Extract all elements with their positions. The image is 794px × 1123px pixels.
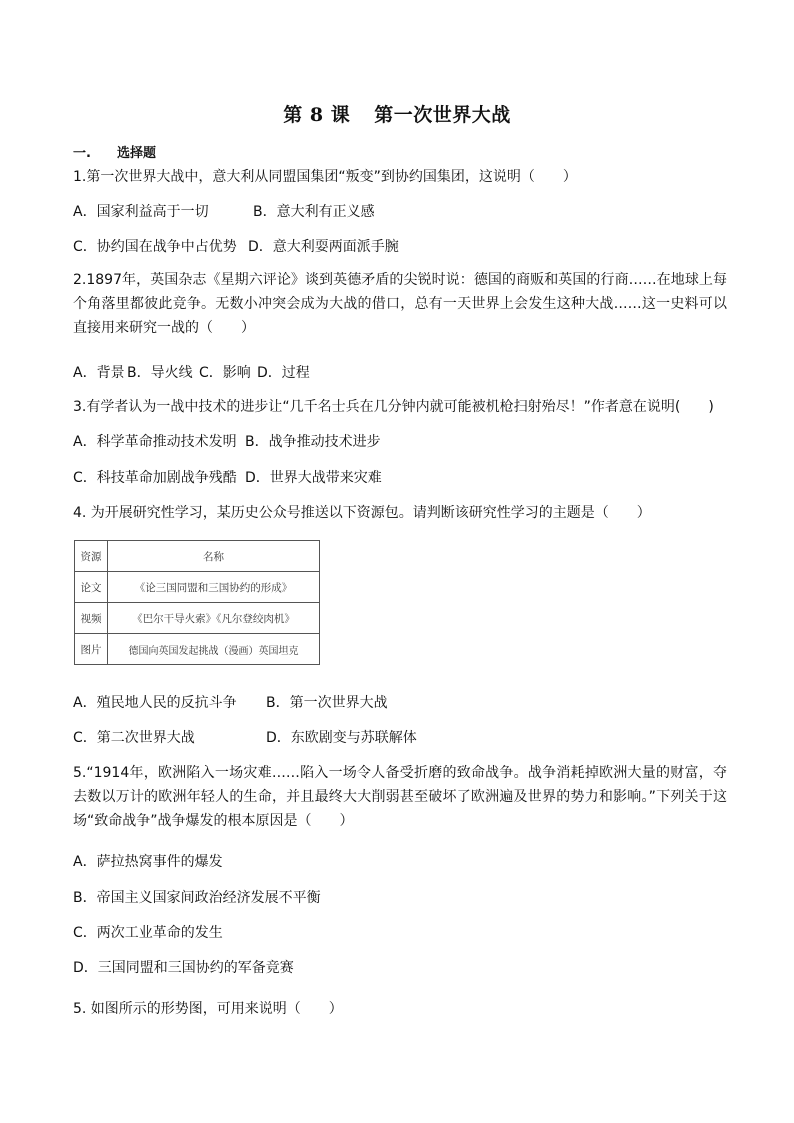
question-4-option-d: D．东欧剧变与苏联解体 <box>266 730 417 746</box>
lesson-topic: 第一次世界大战 <box>374 104 511 126</box>
question-2-option-d: D．过程 <box>257 365 310 381</box>
page-title <box>0 100 794 127</box>
table-cell: 德国向英国发起挑战（漫画）英国坦克 <box>108 634 320 665</box>
question-1-options-row-2 <box>73 238 399 256</box>
table-row <box>75 572 320 603</box>
question-6-stem: 5. 如图所示的形势图，可用来说明（ ） <box>73 1001 343 1017</box>
question-5-option-d: D．三国同盟和三国协约的军备竞赛 <box>73 960 294 976</box>
question-4-option-c: C．第二次世界大战 <box>73 730 195 746</box>
table-row <box>75 634 320 665</box>
table-cell: 《巴尔干导火索》《凡尔登绞肉机》 <box>108 603 320 634</box>
question-1-option-a: A．国家利益高于一切 <box>73 204 209 220</box>
question-1-option-b: B．意大利有正义感 <box>253 204 375 220</box>
table-cell: 视频 <box>75 603 108 634</box>
question-5-stem: 5.“1914年，欧洲陷入一场灾难……陷入一场令人备受折磨的致命战争。战争消耗掉欧洲大量的财富，夺去数以万计的欧洲年轻人的生命，并且最终大大削弱甚至破坏了欧洲遍及世界的势力和影响。”下列关于这场“致命战争”战争爆发的根本原因是（ ） <box>73 765 727 829</box>
question-1-options-row-1 <box>73 203 375 221</box>
table-cell: 《论三国同盟和三国协约的形成》 <box>108 572 320 603</box>
section-number: 一. <box>73 146 91 161</box>
resource-table <box>74 540 320 665</box>
question-1-stem: 1.第一次世界大战中，意大利从同盟国集团“叛变”到协约国集团，这说明（ ） <box>73 169 577 185</box>
question-2-option-b: B．导火线 <box>127 365 193 381</box>
question-4-option-b: B．第一次世界大战 <box>266 695 388 711</box>
table-header-cell: 名称 <box>108 541 320 572</box>
question-3-option-a: A．科学革命推动技术发明 <box>73 434 237 450</box>
question-2-option-c: C．影响 <box>199 365 251 381</box>
table-header-cell: 资源 <box>75 541 108 572</box>
question-3-option-c: C．科技革命加剧战争残酷 <box>73 470 237 486</box>
question-5-option-b: B．帝国主义国家间政治经济发展不平衡 <box>73 890 321 906</box>
question-3-stem: 3.有学者认为一战中技术的进步让“几千名士兵在几分钟内就可能被机枪扫射殆尽！”作者意在说明( ) <box>73 399 714 415</box>
question-2-stem: 2.1897年，英国杂志《星期六评论》谈到英德矛盾的尖锐时说：德国的商贩和英国的行商……在地球上每个角落里都彼此竞争。无数小冲突会成为大战的借口，总有一天世界上会发生这种大战……这一史料可以直接用来研究一战的（ ） <box>73 272 727 336</box>
question-2-option-a: A．背景 <box>73 365 125 381</box>
question-3-options-row-1 <box>73 433 381 451</box>
question-5-option-c: C．两次工业革命的发生 <box>73 925 223 941</box>
question-1-option-c: C．协约国在战争中占优势 <box>73 239 237 255</box>
table-header-row <box>75 541 320 572</box>
question-2-options-row <box>73 364 310 382</box>
table-row <box>75 603 320 634</box>
question-4-option-a: A．殖民地人民的反抗斗争 <box>73 695 237 711</box>
section-heading <box>73 145 733 163</box>
question-3-option-d: D．世界大战带来灾难 <box>245 470 382 486</box>
question-5-option-a: A．萨拉热窝事件的爆发 <box>73 854 223 870</box>
table-cell: 图片 <box>75 634 108 665</box>
question-4-options-row-2 <box>73 729 417 747</box>
question-4-stem: 4. 为开展研究性学习，某历史公众号推送以下资源包。请判断该研究性学习的主题是（ ） <box>73 505 651 521</box>
question-1-option-d: D．意大利耍两面派手腕 <box>248 239 399 255</box>
question-3-options-row-2 <box>73 469 382 487</box>
lesson-number: 第 8 课 <box>283 104 351 126</box>
question-4-options-row-1 <box>73 694 388 712</box>
section-name: 选择题 <box>117 146 157 161</box>
table-cell: 论文 <box>75 572 108 603</box>
question-3-option-b: B．战争推动技术进步 <box>245 434 381 450</box>
